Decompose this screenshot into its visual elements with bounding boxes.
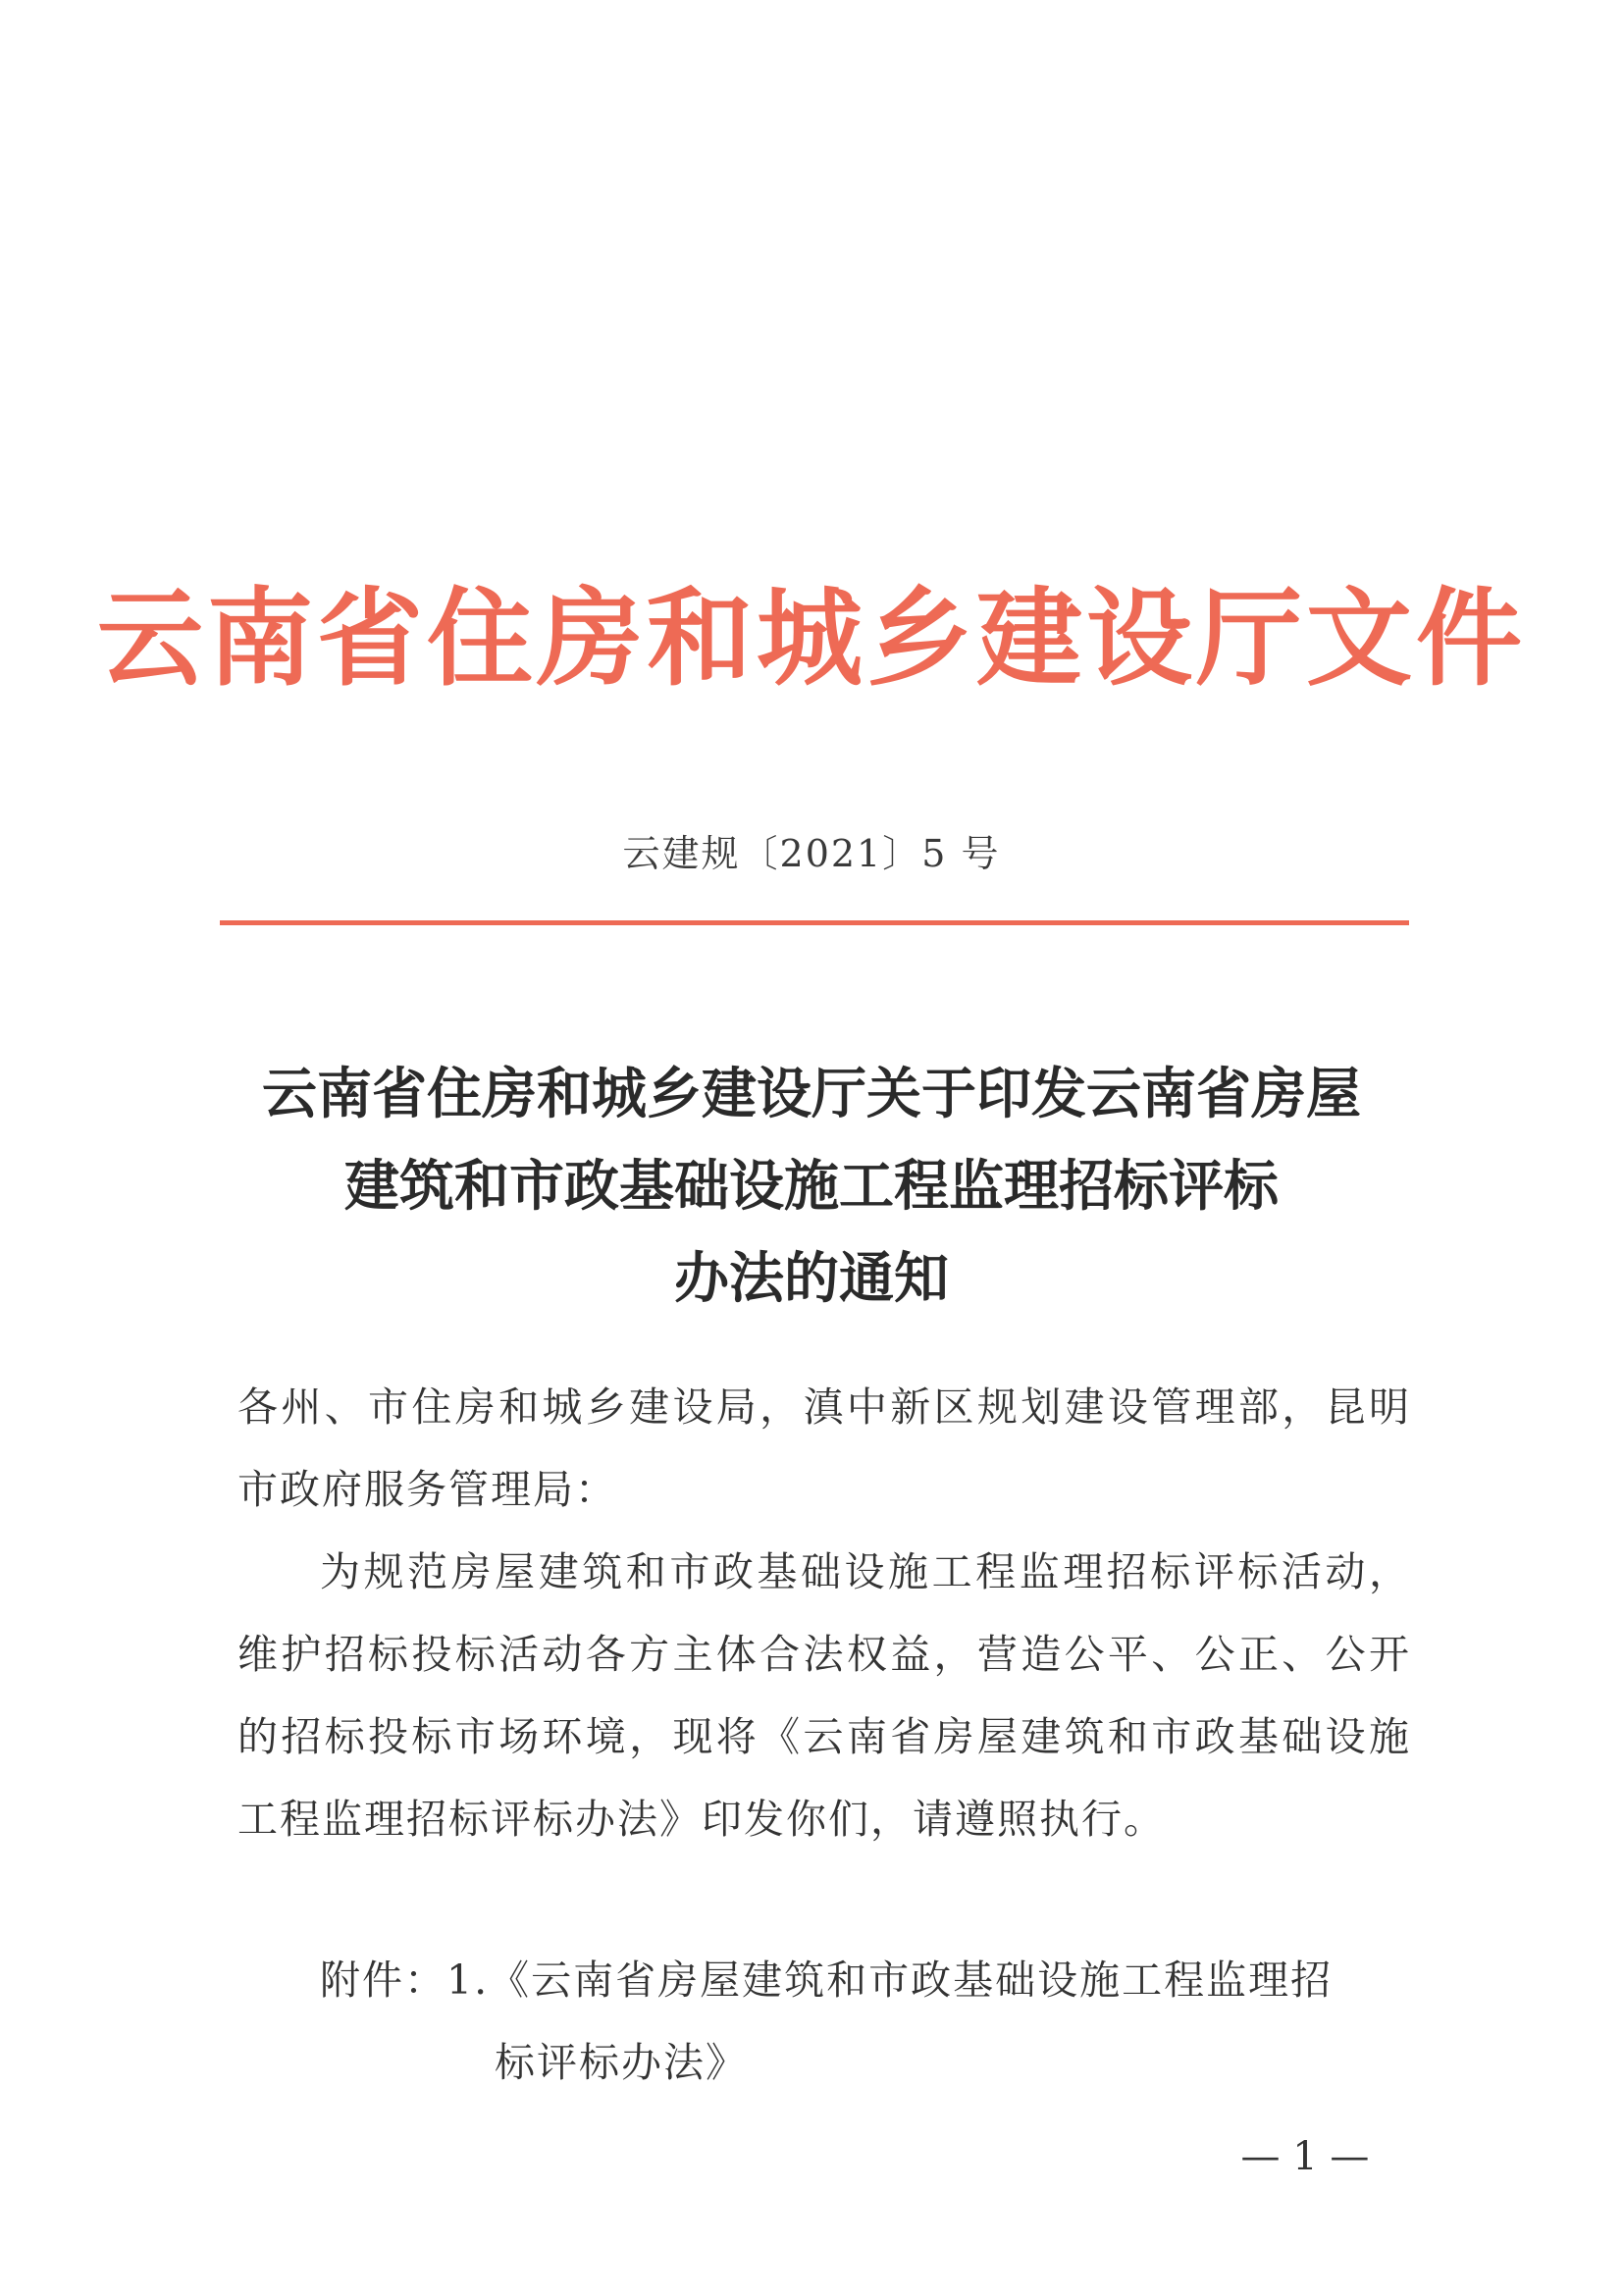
- addressee: [237, 1366, 1411, 1531]
- document-number: 云建规〔2021〕5 号: [622, 832, 1001, 875]
- paragraph-line-2: 维护招标投标活动各方主体合法权益，营造公平、公正、公开: [237, 1631, 1411, 1678]
- issuer-title: 云南省住房和城乡建设厅文件: [96, 577, 1526, 701]
- attachment-line-2: 标评标办法》: [495, 2039, 748, 2086]
- addressee-line-1: 各州、市住房和城乡建设局，滇中新区规划建设管理部，昆明: [237, 1383, 1411, 1431]
- attachment-list: [320, 1939, 1360, 2104]
- paragraph-line-1: 为规范房屋建筑和市政基础设施工程监理招标评标活动，: [320, 1548, 1411, 1595]
- notice-title-line-2: 建筑和市政基础设施工程监理招标评标: [344, 1154, 1279, 1219]
- notice-title: [177, 1048, 1446, 1325]
- notice-title-line-1: 云南省住房和城乡建设厅关于印发云南省房屋: [262, 1062, 1361, 1126]
- attachment-line-1: 附件：1.《云南省房屋建筑和市政基础设施工程监理招: [320, 1957, 1334, 2004]
- page-number: — 1 —: [1240, 2134, 1370, 2179]
- paragraph-line-3: 的招标投标市场环境，现将《云南省房屋建筑和市政基础设施: [237, 1713, 1411, 1760]
- red-divider-line: [220, 920, 1409, 925]
- notice-title-line-3: 办法的通知: [674, 1246, 949, 1311]
- addressee-line-2: 市政府服务管理局：: [237, 1466, 617, 1513]
- body-paragraph: [237, 1531, 1411, 1860]
- paragraph-line-4: 工程监理招标评标办法》印发你们，请遵照执行。: [237, 1796, 1166, 1843]
